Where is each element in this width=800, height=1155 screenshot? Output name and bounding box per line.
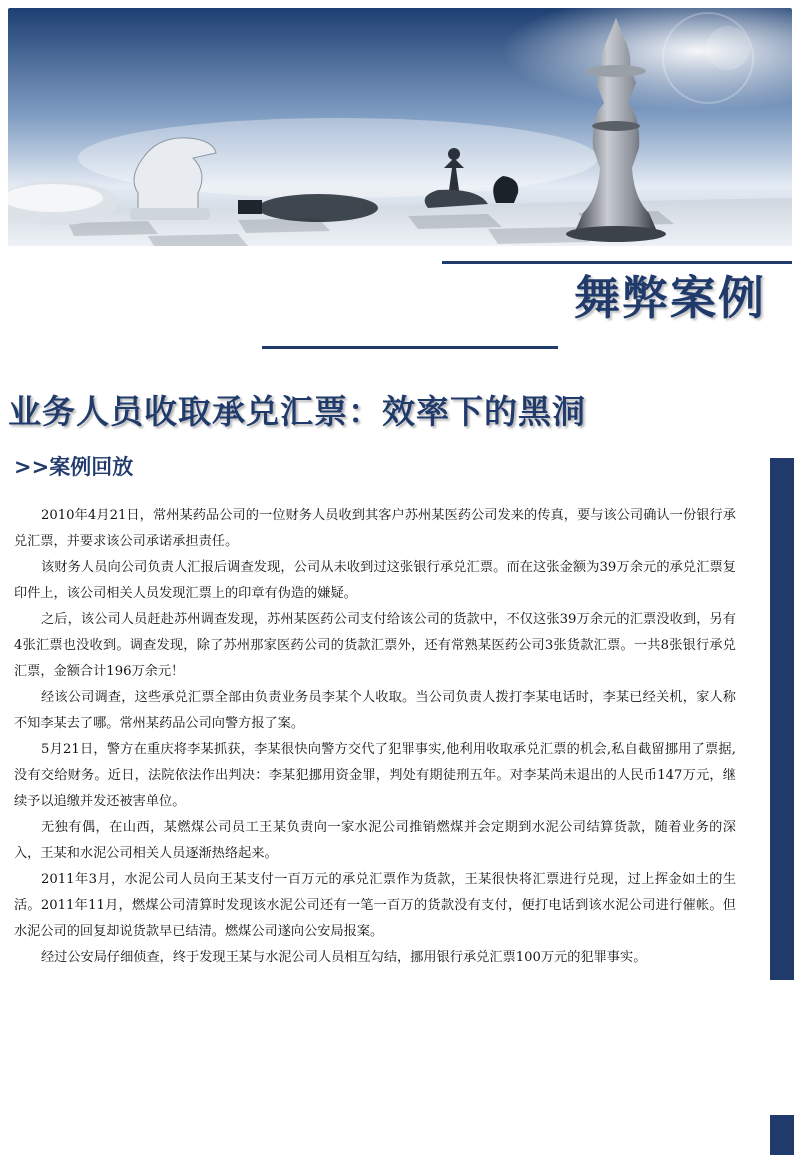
paragraph: 之后，该公司人员赶赴苏州调查发现，苏州某医药公司支付给该公司的货款中，不仅这张39万余元的汇票没收到，另有4张汇票也没收到。调查发现，除了苏州那家医药公司的货款汇票外，还有常熟某医药公司3张货款汇票。一共8张银行承兑汇票，金额合计196万余元！ (14, 612, 736, 679)
side-accent-bar (770, 458, 794, 980)
chess-pieces-icon (8, 8, 792, 246)
section-title: 舞弊案例 (574, 271, 766, 325)
paragraph: 2011年3月，水泥公司人员向王某支付一百万元的承兑汇票作为货款，王某很快将汇票进行兑现，过上挥金如土的生活。2011年11月，燃煤公司清算时发现该水泥公司还有一笔一百万的货款没有支付，便打电话到该水泥公司进行催帐。但水泥公司的回复却说货款早已结清。燃煤公司遂向公安局报案。 (14, 872, 736, 939)
paragraph: 该财务人员向公司负责人汇报后调查发现，公司从未收到过这张银行承兑汇票。而在这张金额为39万余元的承兑汇票复印件上，该公司相关人员发现汇票上的印章有伪造的嫌疑。 (14, 560, 736, 601)
paragraph: 5月21日，警方在重庆将李某抓获，李某很快向警方交代了犯罪事实,他利用收取承兑汇票的机会,私自截留挪用了票据,没有交给财务。近日，法院依法作出判决：李某犯挪用资金罪，判处有期徒刑五年。对李某尚未退出的人民币147万元，继续予以追缴并发还被害单位。 (14, 742, 736, 809)
title-rule-bottom (262, 346, 558, 349)
chess-banner-image (8, 8, 792, 246)
article-body (14, 503, 736, 971)
paragraph: 经该公司调查，这些承兑汇票全部由负责业务员李某个人收取。当公司负责人拨打李某电话时，李某已经关机，家人称不知李某去了哪。常州某药品公司向警方报了案。 (14, 690, 736, 731)
case-review-subhead: >>案例回放 (14, 455, 134, 479)
paragraph: 无独有偶，在山西，某燃煤公司员工王某负责向一家水泥公司推销燃煤并会定期到水泥公司结算货款，随着业务的深入，王某和水泥公司相关人员逐渐热络起来。 (14, 820, 736, 861)
paragraph: 2010年4月21日，常州某药品公司的一位财务人员收到其客户苏州某医药公司发来的传真，要与该公司确认一份银行承兑汇票，并要求该公司承诺承担责任。 (14, 508, 736, 549)
paragraph: 经过公安局仔细侦查，终于发现王某与水泥公司人员相互勾结，挪用银行承兑汇票100万元的犯罪事实。 (41, 950, 647, 965)
article-headline: 业务人员收取承兑汇票：效率下的黑洞 (8, 392, 586, 431)
side-accent-bar-bottom (770, 1115, 794, 1155)
